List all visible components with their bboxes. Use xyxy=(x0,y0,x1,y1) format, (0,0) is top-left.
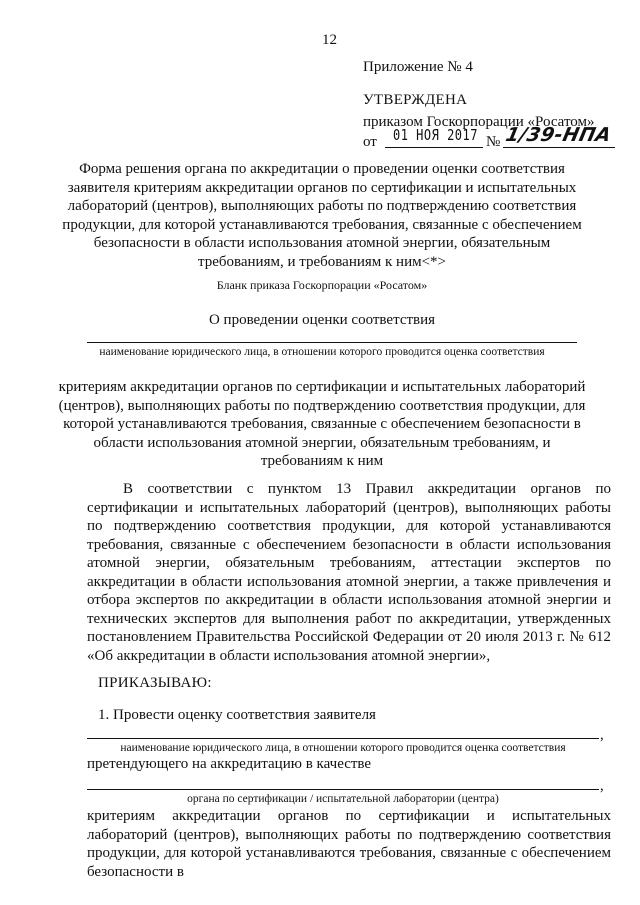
applicant-caption: наименование юридического лица, в отношении которого проводится оценка соответствия xyxy=(120,742,566,754)
number-underline xyxy=(503,147,615,148)
approved-label: УТВЕРЖДЕНА xyxy=(363,92,468,108)
pretending-text: претендующего на аккредитацию в качестве xyxy=(87,756,372,772)
order-date-number-line xyxy=(363,124,618,150)
handwritten-date: 01 НОЯ 2017 xyxy=(393,126,478,144)
criteria-text: критериям аккредитации органов по сертификации и испытательных лабораторий (центров), выполняющих работы по подтверждению соответствия продукции, для которой устанавливаются требования, связанные с обеспечением безопасности в области использования атомной энергии, обязательным требованиям, и требованиям к ним xyxy=(58,379,586,469)
from-label: от xyxy=(363,134,377,150)
blank-title: Бланк приказа Госкорпорации «Росатом» xyxy=(216,278,428,292)
preamble-text: В соответствии с пунктом 13 Правил аккредитации органов по сертификации и испытательных лабораторий (центров), выполняющих работы по подтверждению соответствия продукции, для которой устанавливаются требования, связанные с обеспечением безопасности в области использования атомной энергии, обязательным требованиям, аттестации экспертов по аккредитации в области использования атомной энергии, а также привлечения и отбора экспертов по аккредитации в области использования атомной энергии и технических экспертов для выполнения работ по аккредитации, утвержденных постановлением Правительства Российской Федерации от 20 июля 2013 г. № 612 «Об аккредитации в области использования атомной энергии», xyxy=(87,481,611,664)
form-title: Форма решения органа по аккредитации о проведении оценки соответствия заявителя критериям аккредитации органов по сертификации и испытательных лабораторий (центров), выполняющих работы по подтверждению соответствия продукции, для которой устанавливаются требования, связанные с обеспечением безопасности в области использования атомной энергии, обязательным требованиям, и требованиям к ним<*> xyxy=(62,161,582,270)
order-item-1: 1. Провести оценку соответствия заявителя xyxy=(98,707,376,723)
body-type-caption: органа по сертификации / испытательной лаборатории (центра) xyxy=(187,793,499,805)
appendix-label: Приложение № 4 xyxy=(363,59,473,75)
legal-entity-fill-line xyxy=(87,342,577,343)
date-underline xyxy=(385,147,483,148)
legal-entity-caption: наименование юридического лица, в отношении которого проводится оценка соответствия xyxy=(99,346,545,358)
body-type-fill-line xyxy=(87,789,599,790)
bottom-criteria-text: критериям аккредитации органов по сертификации и испытательных лабораторий (центров), выполняющих работы по подтверждению соответствия продукции, для которой устанавливаются требования, связанные с обеспечением безопасности в xyxy=(87,808,611,880)
applicant-fill-line xyxy=(87,738,599,739)
preamble-paragraph xyxy=(87,480,611,665)
order-subject-title: О проведении оценки соответствия xyxy=(208,312,436,328)
order-heading: ПРИКАЗЫВАЮ: xyxy=(98,675,212,691)
handwritten-number: 1/39-НПА xyxy=(503,124,614,146)
approved-by-order: приказом Госкорпорации «Росатом» xyxy=(363,114,595,130)
applicant-line-comma: , xyxy=(600,727,604,743)
body-type-line-comma: , xyxy=(600,778,604,794)
number-label: № xyxy=(486,134,501,150)
page-number: 12 xyxy=(322,32,337,48)
